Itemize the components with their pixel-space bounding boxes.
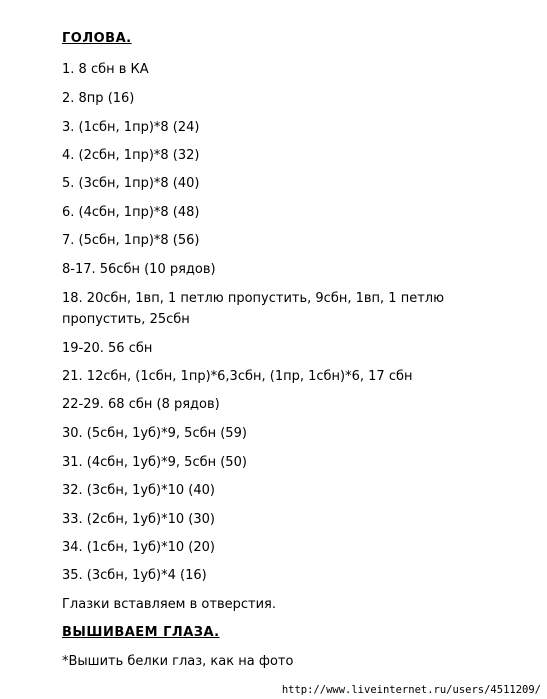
pattern-row-21: 21. 12сбн, (1сбн, 1пр)*6,3сбн, (1пр, 1сбн)*6, 17 сбн bbox=[62, 369, 413, 384]
heading-embroider-eyes: ВЫШИВАЕМ ГЛАЗА. bbox=[62, 625, 220, 640]
eyes-insert-note: Глазки вставляем в отверстия. bbox=[62, 597, 276, 612]
pattern-row-18: 18. 20сбн, 1вп, 1 петлю пропустить, 9сбн, 1вп, 1 петлю пропустить, 25сбн bbox=[62, 291, 445, 327]
embroider-note: *Вышить белки глаз, как на фото bbox=[62, 654, 294, 669]
pattern-row-31: 31. (4сбн, 1уб)*9, 5сбн (50) bbox=[62, 455, 247, 470]
pattern-row-3: 3. (1сбн, 1пр)*8 (24) bbox=[62, 120, 200, 135]
pattern-row-33: 33. (2сбн, 1уб)*10 (30) bbox=[62, 512, 215, 527]
source-watermark: http://www.liveinternet.ru/users/4511209/ bbox=[281, 684, 541, 696]
pattern-row-6: 6. (4сбн, 1пр)*8 (48) bbox=[62, 205, 200, 220]
pattern-row-35: 35. (3сбн, 1уб)*4 (16) bbox=[62, 568, 207, 583]
pattern-row-1: 1. 8 сбн в КА bbox=[62, 62, 149, 77]
pattern-row-4: 4. (2сбн, 1пр)*8 (32) bbox=[62, 148, 200, 163]
pattern-row-30: 30. (5сбн, 1уб)*9, 5сбн (59) bbox=[62, 426, 247, 441]
pattern-row-19-20: 19-20. 56 сбн bbox=[62, 341, 153, 356]
pattern-row-5: 5. (3сбн, 1пр)*8 (40) bbox=[62, 176, 200, 191]
pattern-row-7: 7. (5сбн, 1пр)*8 (56) bbox=[62, 233, 200, 248]
pattern-row-2: 2. 8пр (16) bbox=[62, 91, 135, 106]
pattern-row-8-17: 8-17. 56сбн (10 рядов) bbox=[62, 262, 216, 277]
pattern-row-32: 32. (3сбн, 1уб)*10 (40) bbox=[62, 483, 215, 498]
pattern-row-22-29: 22-29. 68 сбн (8 рядов) bbox=[62, 397, 220, 412]
heading-head: ГОЛОВА. bbox=[62, 31, 132, 46]
pattern-row-34: 34. (1сбн, 1уб)*10 (20) bbox=[62, 540, 215, 555]
